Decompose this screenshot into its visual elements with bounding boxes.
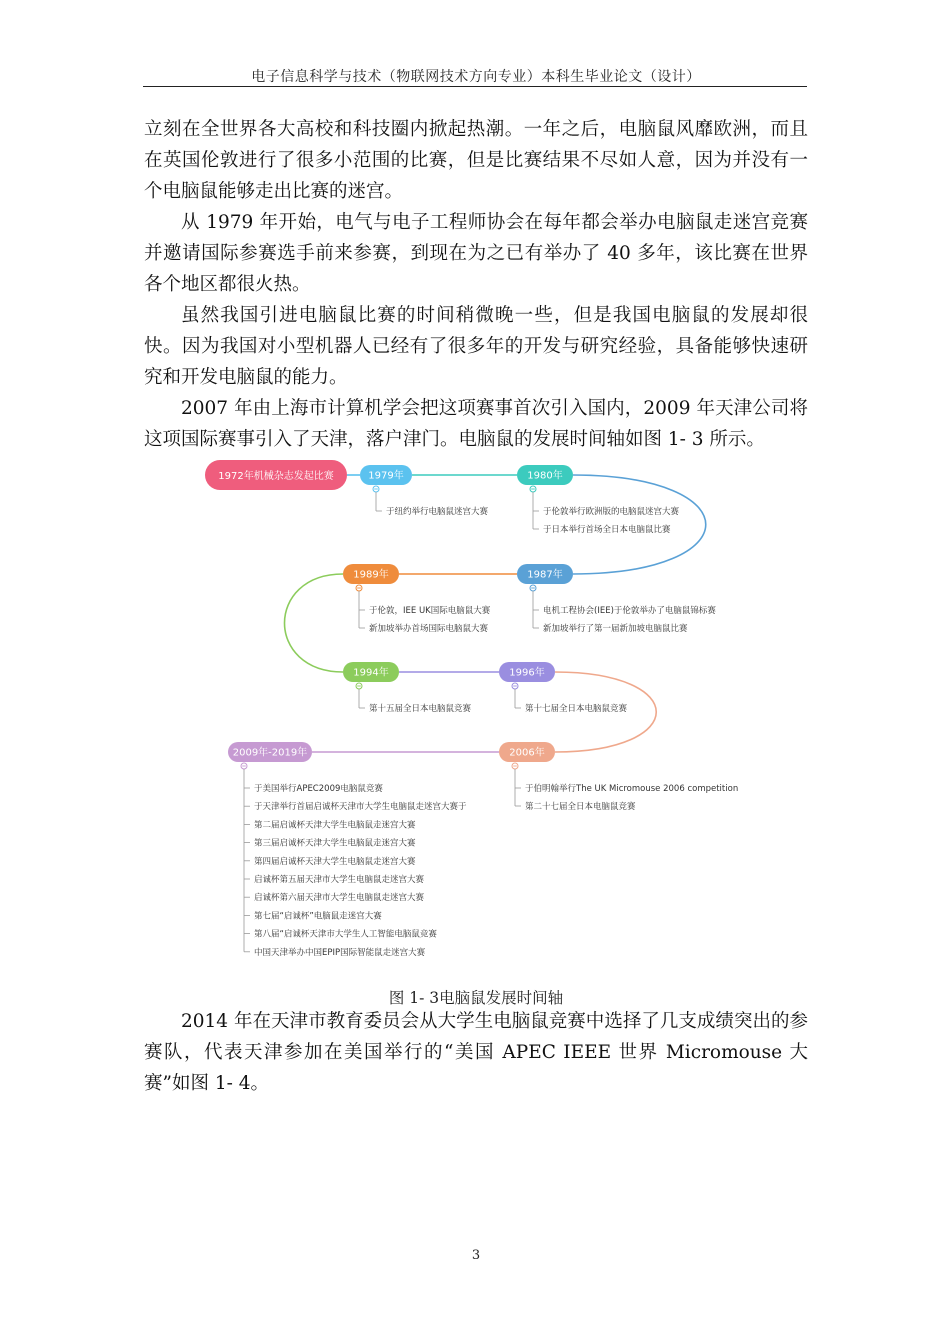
timeline-item: 于纽约举行电脑鼠迷宫大赛 — [386, 507, 489, 517]
year-label-1994: 1994年 — [353, 667, 389, 679]
timeline-item: 于伯明翰举行The UK Micromouse 2006 competition — [525, 784, 739, 794]
timeline-item: 第二届启诚杯天津大学生电脑鼠走迷宫大赛 — [254, 820, 416, 831]
timeline-item: 第十七届全日本电脑鼠竞赛 — [525, 704, 628, 714]
timeline-item: 启诚杯第五届天津市大学生电脑鼠走迷宫大赛 — [254, 875, 425, 885]
timeline-item: 于美国举行APEC2009电脑鼠竞赛 — [254, 784, 383, 794]
body-paragraph-1: 立刻在全世界各大高校和科技圈内掀起热潮。一年之后，电脑鼠风靡欧洲，而且在英国伦敦进行了很多小范围的比赛，但是比赛结果不尽如人意，因为并没有一个电脑鼠能够走出比赛的迷宫。 — [144, 119, 808, 202]
timeline-item: 第八届“启诚杯天津市大学生人工智能电脑鼠竞赛 — [254, 929, 437, 940]
timeline-item: 于日本举行首场全日本电脑鼠比赛 — [543, 525, 671, 535]
timeline-item: 于伦敦举行欧洲版的电脑鼠迷宫大赛 — [543, 507, 680, 517]
timeline-figure — [195, 455, 755, 965]
timeline-item: 第十五届全日本电脑鼠竞赛 — [369, 704, 472, 714]
year-label-2006: 2006年 — [509, 747, 545, 759]
timeline-item: 新加坡举办首场国际电脑鼠大赛 — [369, 624, 489, 634]
timeline-item: 于天津举行首届启诚杯天津市大学生电脑鼠走迷宫大赛于 — [254, 802, 467, 813]
year-label-1996: 1996年 — [509, 667, 545, 679]
timeline-title-label: 1972年机械杂志发起比赛 — [218, 471, 334, 482]
year-label-1979: 1979年 — [368, 470, 404, 482]
body-paragraph-2: 从 1979 年开始，电气与电子工程师协会在每年都会举办电脑鼠走迷宫竞赛并邀请国际参赛选手前来参赛，到现在为之已有举办了 40 多年，该比赛在世界各个地区都很火热。 — [144, 212, 808, 295]
body-paragraph-4: 2007 年由上海市计算机学会把这项赛事首次引入国内，2009 年天津公司将这项国际赛事引入了天津，落户津门。电脑鼠的发展时间轴如图 1- 3 所示。 — [144, 398, 808, 450]
timeline-item: 第七届“启诚杯”电脑鼠走迷宫大赛 — [254, 911, 382, 922]
timeline-item: 电机工程协会(IEE)于伦敦举办了电脑鼠锦标赛 — [543, 606, 716, 616]
figure-caption: 图 1- 3电脑鼠发展时间轴 — [388, 989, 564, 1007]
timeline-item: 于伦敦，IEE UK国际电脑鼠大赛 — [369, 606, 491, 616]
running-header: 电子信息科学与技术（物联网技术方向专业）本科生毕业论文（设计） — [251, 69, 701, 85]
timeline-item: 第三届启诚杯天津大学生电脑鼠走迷宫大赛 — [254, 838, 416, 849]
timeline-item: 中国天津举办中国EPIP国际智能鼠走迷宫大赛 — [254, 947, 426, 958]
header-rule — [143, 86, 807, 87]
body-paragraph-5: 2014 年在天津市教育委员会从大学生电脑鼠竞赛中选择了几支成绩突出的参赛队，代表天津参加在美国举行的“美国 APEC IEEE 世界 Micromouse 大赛”如图 1- 4。 — [144, 1011, 808, 1094]
timeline-item: 新加坡举行了第一届新加坡电脑鼠比赛 — [543, 624, 688, 634]
year-label-1989: 1989年 — [353, 569, 389, 581]
year-label-1980: 1980年 — [527, 470, 563, 482]
timeline-item: 第二十七届全日本电脑鼠竞赛 — [525, 802, 636, 812]
page-number: 3 — [471, 1248, 481, 1263]
year-label-1987: 1987年 — [527, 569, 563, 581]
timeline-item: 启诚杯第六届天津市大学生电脑鼠走迷宫大赛 — [254, 893, 425, 904]
timeline-item: 第四届启诚杯天津大学生电脑鼠走迷宫大赛 — [254, 856, 416, 867]
timeline-connector-5 — [285, 574, 344, 672]
body-paragraph-3: 虽然我国引进电脑鼠比赛的时间稍微晚一些，但是我国电脑鼠的发展却很快。因为我国对小型机器人已经有了很多年的开发与研究经验，具备能够快速研究和开发电脑鼠的能力。 — [144, 305, 808, 388]
year-label-2009: 2009年-2019年 — [232, 747, 308, 759]
